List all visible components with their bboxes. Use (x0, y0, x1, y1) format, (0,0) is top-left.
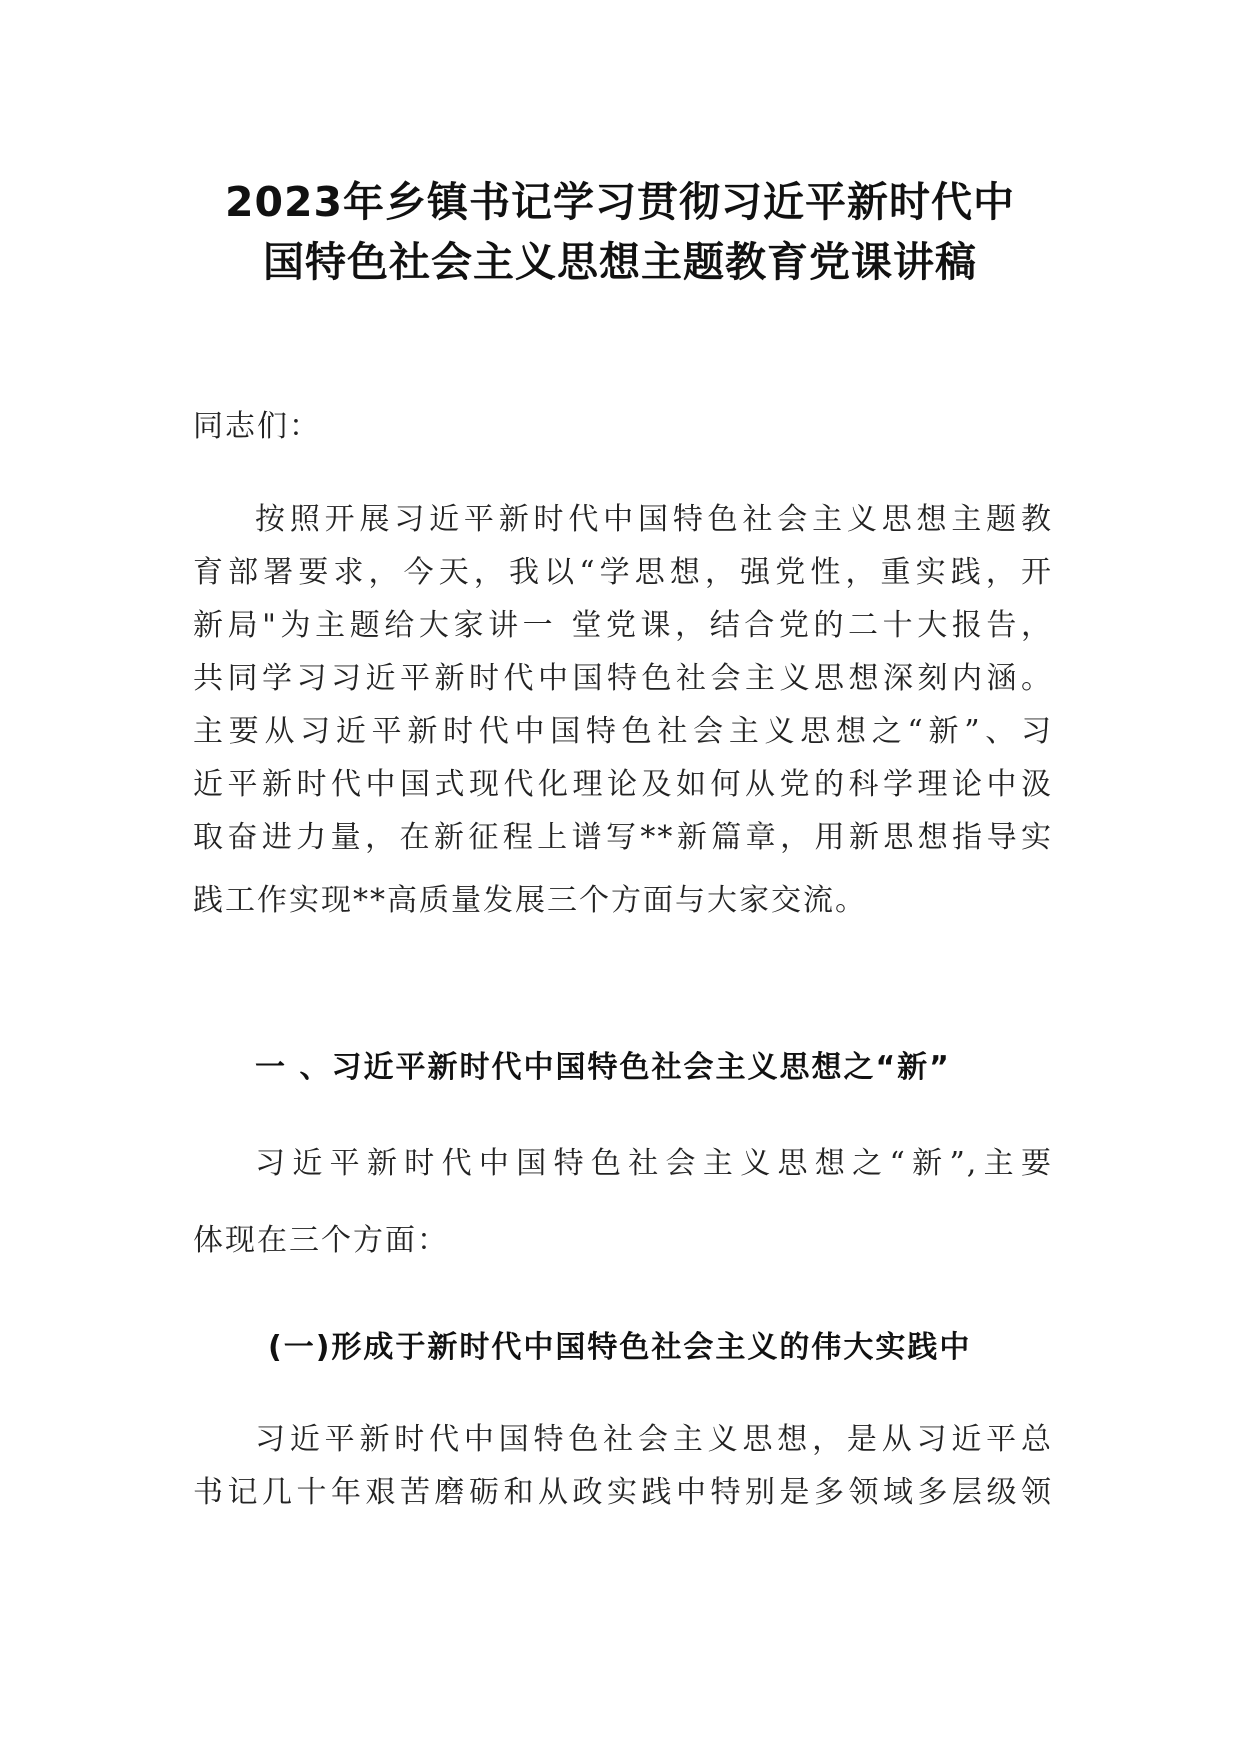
paragraph-line: 共同学习习近平新时代中国特色社会主义思想深刻内涵。 (193, 661, 1053, 696)
paragraph-line: 主要从习近平新时代中国特色社会主义思想之“新”、习 (193, 714, 1053, 749)
title-line-1: 2023年乡镇书记学习贯彻习近平新时代中 (224, 178, 1016, 226)
title-line-2: 国特色社会主义思想主题教育党课讲稿 (263, 238, 977, 286)
paragraph-line: 习近平新时代中国特色社会主义思想，是从习近平总 (255, 1422, 1053, 1457)
paragraph-subsection1 (193, 1413, 1053, 1519)
paragraph-intro (193, 493, 1053, 927)
salutation (193, 400, 1053, 453)
paragraph-line: 按照开展习近平新时代中国特色社会主义思想主题教 (255, 502, 1053, 537)
paragraph-line: 近平新时代中国式现代化理论及如何从党的科学理论中汲 (193, 767, 1053, 802)
paragraph-section1 (193, 1137, 1053, 1267)
paragraph-line: 新局"为主题给大家讲一 堂党课，结合党的二十大报告， (193, 608, 1053, 643)
subsection-heading-1: (一)形成于新时代中国特色社会主义的伟大实践中 (268, 1330, 972, 1365)
paragraph-line: 育部署要求，今天，我以“学思想，强党性，重实践，开 (193, 555, 1053, 590)
section-heading-1: 一 、习近平新时代中国特色社会主义思想之“新” (255, 1050, 951, 1085)
salutation-text: 同志们： (193, 409, 321, 444)
paragraph-line: 书记几十年艰苦磨砺和从政实践中特别是多领域多层级领 (193, 1475, 1053, 1510)
paragraph-line: 体现在三个方面： (193, 1223, 449, 1258)
paragraph-line: 取奋进力量，在新征程上谱写**新篇章，用新思想指导实 (193, 820, 1053, 855)
document-title (150, 172, 1090, 292)
paragraph-line: 习近平新时代中国特色社会主义思想之“新”,主要 (255, 1146, 1053, 1181)
paragraph-line: 践工作实现**高质量发展三个方面与大家交流。 (193, 883, 867, 918)
